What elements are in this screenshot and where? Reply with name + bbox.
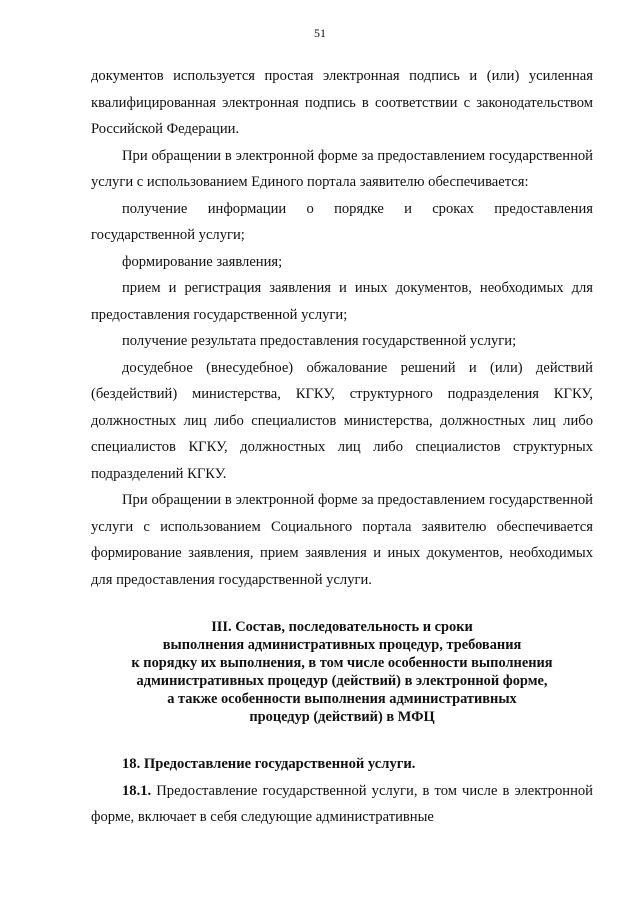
subsection-title: 18. Предоставление государственной услуги. bbox=[122, 756, 416, 772]
list-item-appeal: досудебное (внесудебное) обжалование решений и (или) действий (бездействий) министерства, КГКУ, структурного подразделения КГКУ, должностных лиц либо специалистов министерства, должностных лиц либо специалистов КГКУ, должностных лиц либо специалистов структурных подразделений КГКУ. bbox=[91, 359, 593, 482]
section-heading-line: процедур (действий) в МФЦ bbox=[249, 709, 435, 725]
section-heading-line: к порядку их выполнения, в том числе особенности выполнения bbox=[131, 655, 553, 671]
list-item-application-forming: формирование заявления; bbox=[122, 253, 283, 270]
paragraph-social-portal: При обращении в электронной форме за предоставлением государственной услуги с использованием Социального портала заявителю обеспечивается формирование заявления, прием заявления и иных документов, необходимых для предоставления государственной услуги. bbox=[91, 492, 593, 588]
document-body bbox=[91, 63, 593, 831]
list-item-registration: прием и регистрация заявления и иных документов, необходимых для предоставления государственной услуги; bbox=[91, 280, 593, 323]
clause-paragraph bbox=[91, 778, 593, 831]
section-heading-line: административных процедур (действий) в электронной форме, bbox=[136, 673, 548, 689]
clause-text: Предоставление государственной услуги, в том числе в электронной форме, включает в себя следующие административные bbox=[91, 782, 593, 825]
section-heading-line: а также особенности выполнения административных bbox=[167, 691, 517, 707]
page-number: 51 bbox=[314, 26, 326, 40]
section-heading bbox=[91, 618, 593, 726]
clause-number: 18.1. bbox=[122, 782, 152, 799]
section-heading-line: выполнения административных процедур, требования bbox=[162, 637, 522, 653]
list-item-information: получение информации о порядке и сроках предоставления государственной услуги; bbox=[91, 200, 593, 243]
paragraph-unified-portal: При обращении в электронной форме за предоставлением государственной услуги с использованием Единого портала заявителю обеспечивается: bbox=[91, 147, 593, 190]
section-heading-line: III. Состав, последовательность и сроки bbox=[211, 619, 473, 635]
paragraph-continuation: документов используется простая электронная подпись и (или) усиленная квалифицированная электронная подпись в соответствии с законодательством Российской Федерации. bbox=[91, 68, 593, 137]
list-item-result: получение результата предоставления государственной услуги; bbox=[122, 333, 517, 349]
